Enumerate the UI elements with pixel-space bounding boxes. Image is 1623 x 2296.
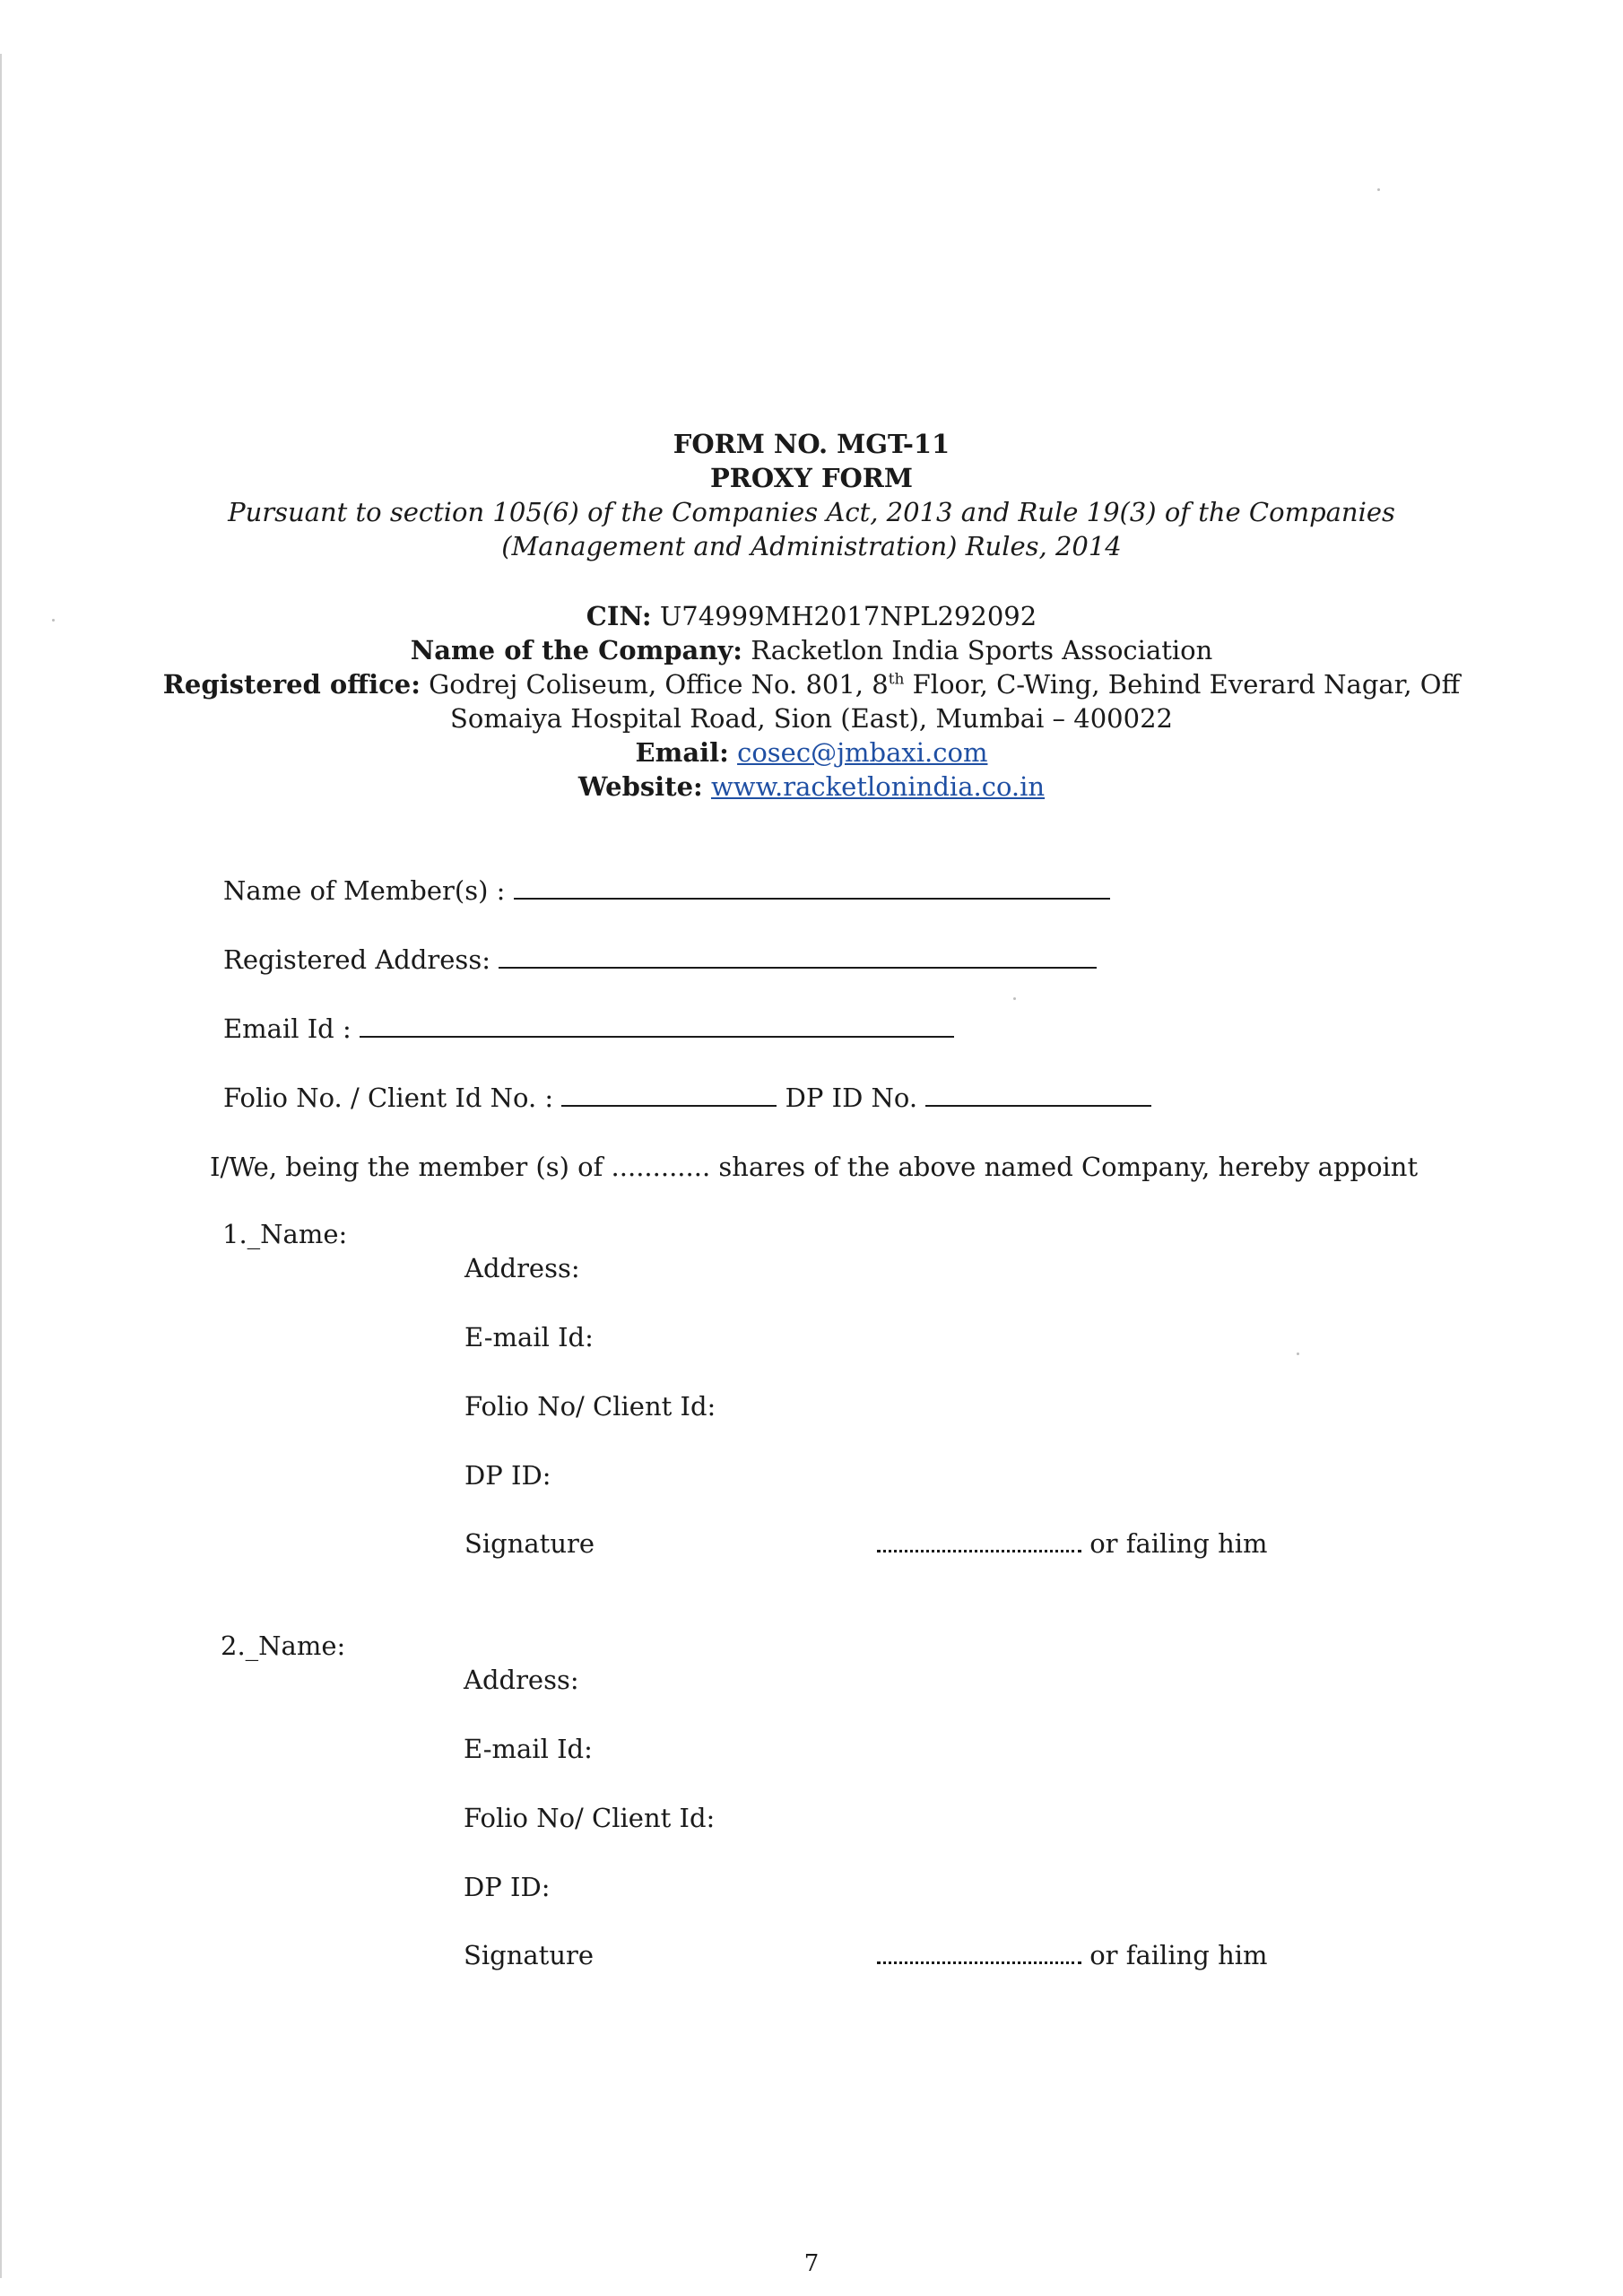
proxy-1-failing-row [877,1526,1268,1561]
company-name-value: Racketlon India Sports Association [751,635,1213,665]
scan-speck [1297,1352,1299,1355]
scan-speck [1013,997,1016,1000]
member-name-field[interactable] [514,897,1110,900]
proxy-1-folio-label: Folio No/ Client Id: [464,1391,716,1422]
folio-dpid-row [223,1081,1151,1115]
proxy-2-name-label: 2._Name: [221,1631,346,1661]
email-id-label: Email Id : [223,1013,352,1044]
proxy-1-signature-label: Signature [464,1528,595,1559]
email-link[interactable]: cosec@jmbaxi.com [737,737,988,768]
proxy-1-email-label: E-mail Id: [464,1322,594,1352]
cin-label: CIN: [586,601,652,631]
pursuant-line-1: Pursuant to section 105(6) of the Companies Act, 2013 and Rule 19(3) of the Companies [228,497,1395,527]
company-name-line [0,633,1623,667]
cin-line [0,599,1623,633]
proxy-1-name-label: 1._Name: [222,1219,348,1249]
folio-label: Folio No. / Client Id No. : [223,1083,554,1113]
proxy-2-folio-label: Folio No/ Client Id: [464,1803,716,1833]
dpid-field[interactable] [925,1104,1151,1107]
scan-edge-line [0,54,2,2278]
form-number: FORM NO. MGT-11 [673,429,950,459]
appoint-text-part2: shares of the above named Company, hereby appoint [718,1152,1419,1182]
email-id-field[interactable] [360,1035,954,1038]
member-name-row [223,874,1110,908]
folio-field[interactable] [561,1104,777,1107]
registered-office-label: Registered office: [162,669,421,700]
website-line [0,770,1623,804]
registered-office-line-2: Somaiya Hospital Road, Sion (East), Mumbai – 400022 [450,703,1173,734]
proxy-1-signature-field[interactable] [877,1549,1081,1552]
email-label: Email: [635,737,729,768]
email-id-row [223,1012,954,1046]
floor-superscript: th [888,670,905,689]
appoint-text-part1: I/We, being the member (s) of [210,1152,603,1182]
shares-blank: ............ [611,1152,711,1182]
proxy-2-dpid-label: DP ID: [464,1872,551,1902]
page-number: 7 [803,2250,820,2277]
proxy-1-dpid-label: DP ID: [464,1460,551,1491]
company-name-label: Name of the Company: [410,635,742,665]
registered-address-field[interactable] [499,966,1097,969]
scan-speck [1377,188,1380,191]
proxy-2-failing-label: or failing him [1089,1940,1268,1970]
website-link[interactable]: www.racketlonindia.co.in [710,771,1046,802]
proxy-2-signature-label: Signature [464,1940,595,1970]
dpid-label: DP ID No. [785,1083,918,1113]
proxy-2-failing-row [877,1938,1268,1972]
pursuant-line-2: (Management and Administration) Rules, 2014 [501,531,1122,561]
appoint-statement [210,1150,1418,1184]
proxy-2-address-label: Address: [464,1665,579,1695]
proxy-2-signature-field[interactable] [877,1961,1081,1964]
registered-office-value-1: Godrej Coliseum, Office No. 801, 8th Floor, C-Wing, Behind Everard Nagar, Off [429,669,1461,700]
registered-address-row [223,943,1097,977]
email-line [0,735,1623,770]
member-name-label: Name of Member(s) : [223,875,506,906]
registered-office-line-1 [0,667,1623,701]
website-label: Website: [577,771,703,802]
registered-address-label: Registered Address: [223,944,490,975]
form-title: PROXY FORM [709,463,913,493]
proxy-1-address-label: Address: [464,1253,580,1283]
proxy-1-failing-label: or failing him [1089,1528,1268,1559]
proxy-2-email-label: E-mail Id: [464,1734,593,1764]
cin-value: U74999MH2017NPL292092 [659,601,1037,631]
